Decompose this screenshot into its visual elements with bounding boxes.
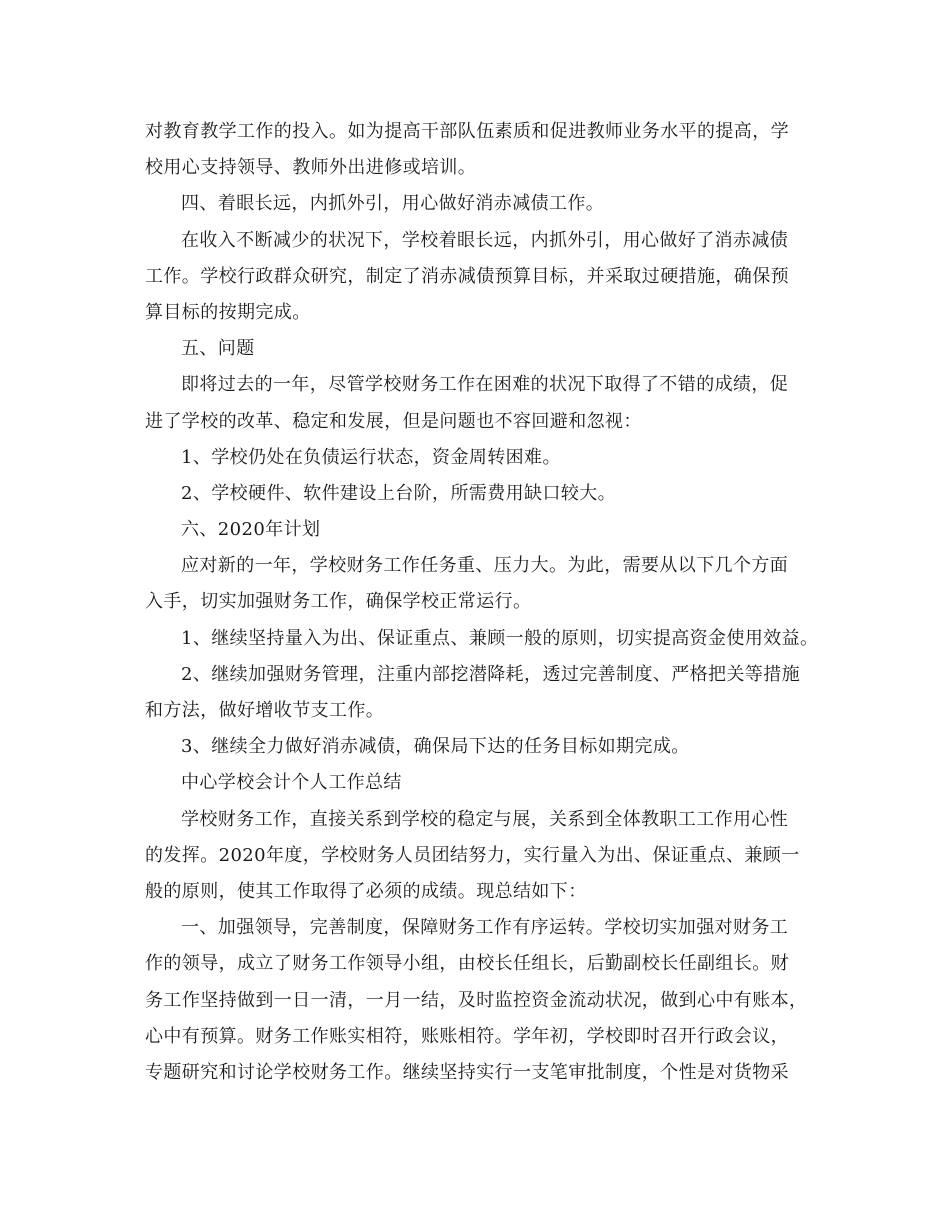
text-line: 工作。学校行政群众研究，制定了消赤减债预算目标，并采取过硬措施，确保预: [145, 265, 789, 287]
list-item: 1、继续坚持量入为出、保证重点、兼顾一般的原则，切实提高资金使用效益。: [181, 627, 819, 649]
list-item: 2、学校硬件、软件建设上台阶，所需费用缺口较大。: [181, 482, 617, 504]
text-line: 入手，切实加强财务工作，确保学校正常运行。: [145, 591, 532, 613]
text-line: 专题研究和讨论学校财务工作。继续坚持实行一支笔审批制度，个性是对货物采: [145, 1061, 789, 1083]
text-line: 应对新的一年，学校财务工作任务重、压力大。为此，需要从以下几个方面: [181, 555, 789, 577]
section-heading: 六、2020年计划: [181, 519, 321, 541]
section-heading: 五、问题: [181, 338, 255, 360]
section-heading: 一、加强领导，完善制度，保障财务工作有序运转。学校切实加强对财务工: [181, 917, 789, 939]
list-item: 2、继续加强财务管理，注重内部挖潜降耗，透过完善制度、严格把关等措施: [181, 663, 801, 685]
text-line: 和方法，做好增收节支工作。: [145, 700, 385, 721]
text-line: 在收入不断减少的状况下，学校着眼长远，内抓外引，用心做好了消赤减债: [181, 229, 789, 251]
list-item: 3、继续全力做好消赤减债，确保局下达的任务目标如期完成。: [181, 736, 690, 758]
text-line: 算目标的按期完成。: [145, 301, 311, 323]
list-item: 1、学校仍处在负债运行状态，资金周转困难。: [181, 446, 561, 468]
text-line: 般的原则，使其工作取得了必须的成绩。现总结如下：: [145, 880, 587, 902]
text-line: 作的领导，成立了财务工作领导小组，由校长任组长，后勤副校长任副组长。财: [145, 953, 789, 975]
text-line: 务工作坚持做到一日一清，一月一结，及时监控资金流动状况，做到心中有账本，: [145, 989, 808, 1011]
section-heading: 四、着眼长远，内抓外引，用心做好消赤减债工作。: [181, 193, 605, 215]
text-line: 对教育教学工作的投入。如为提高干部队伍素质和促进教师业务水平的提高，学: [145, 121, 789, 142]
document-body: [145, 114, 819, 1091]
text-line: 学校财务工作，直接关系到学校的稳定与展，关系到全体教职工工作用心性: [181, 808, 789, 830]
text-line: 的发挥。2020年度，学校财务人员团结努力，实行量入为出、保证重点、兼顾一: [145, 844, 800, 866]
text-line: 校用心支持领导、教师外出进修或培训。: [145, 157, 477, 179]
text-line: 心中有预算。财务工作账实相符，账账相符。学年初，学校即时召开行政会议，: [145, 1025, 789, 1047]
text-line: 进了学校的改革、稳定和发展，但是问题也不容回避和忽视：: [145, 410, 642, 432]
text-line: 即将过去的一年，尽管学校财务工作在困难的状况下取得了不错的成绩，促: [181, 374, 789, 396]
document-subtitle: 中心学校会计个人工作总结: [181, 772, 402, 794]
